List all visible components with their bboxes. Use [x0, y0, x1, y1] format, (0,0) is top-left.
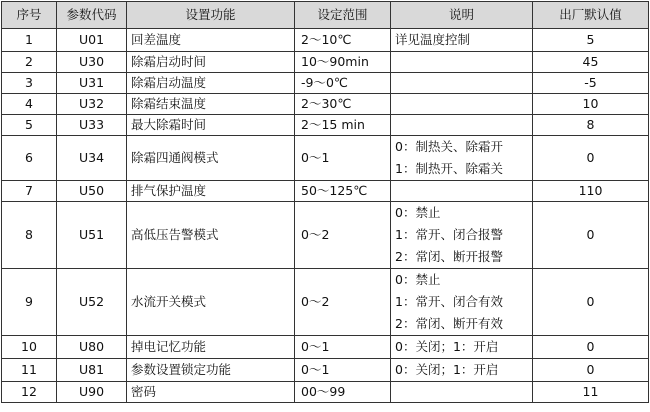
description-line: 1：常开、闭合报警	[395, 227, 503, 242]
table-row	[2, 382, 649, 403]
cell-factory-default: 11	[533, 382, 649, 403]
cell-description	[391, 73, 533, 94]
cell-setting-function: 参数设置锁定功能	[127, 359, 295, 382]
cell-parameter-code: U32	[57, 94, 127, 115]
description-line: 0：关闭；1：开启	[395, 339, 499, 354]
cell-description	[391, 202, 533, 269]
table-row	[2, 29, 649, 52]
cell-factory-default: 0	[533, 269, 649, 336]
cell-parameter-code: U50	[57, 181, 127, 202]
cell-parameter-code: U30	[57, 52, 127, 73]
cell-factory-default: 110	[533, 181, 649, 202]
cell-setting-function: 除霜四通阀模式	[127, 136, 295, 181]
cell-description	[391, 94, 533, 115]
description-line: 详见温度控制	[395, 32, 471, 47]
cell-description	[391, 115, 533, 136]
header-row	[2, 2, 649, 29]
description-line: 0：制热关、除霜开	[395, 139, 503, 154]
cell-setting-range: 0～1	[295, 336, 391, 359]
cell-parameter-code: U51	[57, 202, 127, 269]
cell-setting-range: 50～125℃	[295, 181, 391, 202]
table-row	[2, 73, 649, 94]
cell-setting-range: 0～1	[295, 359, 391, 382]
cell-parameter-code: U80	[57, 336, 127, 359]
cell-factory-default: 0	[533, 136, 649, 181]
cell-setting-function: 最大除霜时间	[127, 115, 295, 136]
cell-description	[391, 52, 533, 73]
cell-setting-function: 除霜启动时间	[127, 52, 295, 73]
table-row	[2, 181, 649, 202]
description-line: 0：禁止	[395, 205, 441, 220]
cell-serial-number: 7	[2, 181, 57, 202]
table-row	[2, 136, 649, 181]
header-serial-number: 序号	[2, 2, 57, 29]
cell-setting-range: 10～90min	[295, 52, 391, 73]
header-factory-default: 出厂默认值	[533, 2, 649, 29]
cell-setting-function: 除霜结束温度	[127, 94, 295, 115]
cell-setting-range: 0～2	[295, 269, 391, 336]
parameter-table-container	[1, 1, 649, 403]
cell-description	[391, 29, 533, 52]
description-line: 1：制热开、除霜关	[395, 161, 503, 176]
table-row	[2, 269, 649, 336]
cell-factory-default: 45	[533, 52, 649, 73]
cell-description	[391, 269, 533, 336]
cell-serial-number: 12	[2, 382, 57, 403]
cell-parameter-code: U01	[57, 29, 127, 52]
cell-setting-function: 回差温度	[127, 29, 295, 52]
table-row	[2, 52, 649, 73]
cell-parameter-code: U33	[57, 115, 127, 136]
cell-setting-function: 排气保护温度	[127, 181, 295, 202]
table-row	[2, 94, 649, 115]
description-line: 1：常开、闭合有效	[395, 294, 503, 309]
header-description: 说明	[391, 2, 533, 29]
cell-setting-range: 2～30℃	[295, 94, 391, 115]
cell-setting-range: 00～99	[295, 382, 391, 403]
parameter-table	[1, 1, 649, 403]
cell-description	[391, 136, 533, 181]
header-parameter-code: 参数代码	[57, 2, 127, 29]
table-row	[2, 359, 649, 382]
cell-setting-function: 密码	[127, 382, 295, 403]
cell-factory-default: 5	[533, 29, 649, 52]
cell-setting-range: 0～2	[295, 202, 391, 269]
cell-setting-function: 除霜启动温度	[127, 73, 295, 94]
cell-parameter-code: U34	[57, 136, 127, 181]
cell-serial-number: 5	[2, 115, 57, 136]
cell-description	[391, 336, 533, 359]
table-row	[2, 115, 649, 136]
cell-parameter-code: U52	[57, 269, 127, 336]
table-row	[2, 336, 649, 359]
cell-serial-number: 9	[2, 269, 57, 336]
cell-factory-default: 8	[533, 115, 649, 136]
cell-serial-number: 2	[2, 52, 57, 73]
description-line: 2：常闭、断开有效	[395, 316, 503, 331]
cell-serial-number: 11	[2, 359, 57, 382]
cell-serial-number: 1	[2, 29, 57, 52]
cell-setting-range: -9～0℃	[295, 73, 391, 94]
cell-description	[391, 382, 533, 403]
cell-factory-default: -5	[533, 73, 649, 94]
header-setting-function: 设置功能	[127, 2, 295, 29]
cell-setting-range: 2～10℃	[295, 29, 391, 52]
header-setting-range: 设定范围	[295, 2, 391, 29]
cell-serial-number: 8	[2, 202, 57, 269]
cell-serial-number: 6	[2, 136, 57, 181]
cell-description	[391, 181, 533, 202]
cell-serial-number: 10	[2, 336, 57, 359]
description-line: 2：常闭、断开报警	[395, 249, 503, 264]
table-row	[2, 202, 649, 269]
cell-factory-default: 0	[533, 336, 649, 359]
cell-factory-default: 0	[533, 359, 649, 382]
cell-factory-default: 10	[533, 94, 649, 115]
description-line: 0：禁止	[395, 272, 441, 287]
cell-setting-range: 2～15 min	[295, 115, 391, 136]
cell-parameter-code: U31	[57, 73, 127, 94]
cell-factory-default: 0	[533, 202, 649, 269]
cell-serial-number: 4	[2, 94, 57, 115]
cell-parameter-code: U81	[57, 359, 127, 382]
cell-description	[391, 359, 533, 382]
cell-setting-range: 0～1	[295, 136, 391, 181]
cell-setting-function: 高低压告警模式	[127, 202, 295, 269]
table-body	[2, 29, 649, 403]
cell-serial-number: 3	[2, 73, 57, 94]
cell-setting-function: 水流开关模式	[127, 269, 295, 336]
cell-setting-function: 掉电记忆功能	[127, 336, 295, 359]
cell-parameter-code: U90	[57, 382, 127, 403]
description-line: 0：关闭；1：开启	[395, 362, 499, 377]
